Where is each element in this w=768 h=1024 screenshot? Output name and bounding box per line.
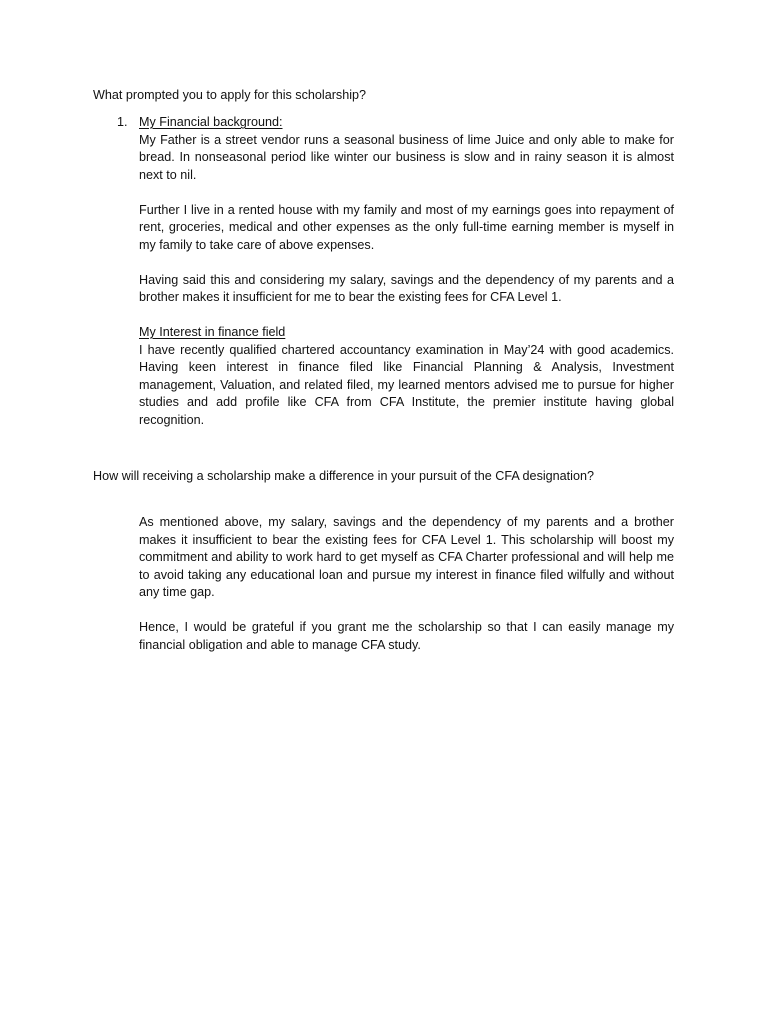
financial-background-paragraph-2: Further I live in a rented house with my family and most of my earnings goes into repayment of rent, groceries, medical and other expenses as the only full-time earning member is myself in my family to take care of above expenses. [139, 202, 674, 252]
finance-interest-heading: My Interest in finance field [139, 325, 286, 339]
financial-background-paragraph-1: My Father is a street vendor runs a seasonal business of lime Juice and only able to make for bread. In nonseasonal period like winter our business is slow and in rainy season it is almost next to nil. [139, 132, 674, 182]
paragraph-gap [139, 254, 674, 272]
question-1: What prompted you to apply for this scholarship? [93, 88, 367, 102]
list-number: 1. [117, 115, 128, 129]
financial-background-paragraph-3: Having said this and considering my salary, savings and the dependency of my parents and a brother makes it insufficient for me to bear the existing fees for CFA Level 1. [139, 272, 674, 304]
paragraph-gap [139, 184, 674, 202]
question-2: How will receiving a scholarship make a difference in your pursuit of the CFA designation? [93, 469, 594, 483]
paragraph-gap [139, 307, 674, 325]
finance-interest-paragraph: I have recently qualified chartered accountancy examination in May’24 with good academics. Having keen interest in finance filed like Financial Planning & Analysis, Investment management, Valuation, and related filed, my learned mentors advised me to pursue for higher studies and add profile like CFA from CFA Institute, the premier institute having global recognition. [139, 342, 674, 427]
financial-background-heading: My Financial background: [139, 115, 283, 129]
answer-2-block [139, 514, 674, 654]
paragraph-gap [139, 602, 674, 620]
answer-1-block [139, 114, 674, 429]
scholarship-difference-paragraph-2: Hence, I would be grateful if you grant me the scholarship so that I can easily manage my financial obligation and able to manage CFA study. [139, 620, 674, 652]
scholarship-difference-paragraph-1: As mentioned above, my salary, savings and the dependency of my parents and a brother makes it insufficient to bear the existing fees for CFA Level 1. This scholarship will boost my commitment and ability to work hard to get myself as CFA Charter professional and will help me to avoid taking any educational loan and pursue my interest in finance filed wilfully and without any time gap. [139, 515, 674, 599]
